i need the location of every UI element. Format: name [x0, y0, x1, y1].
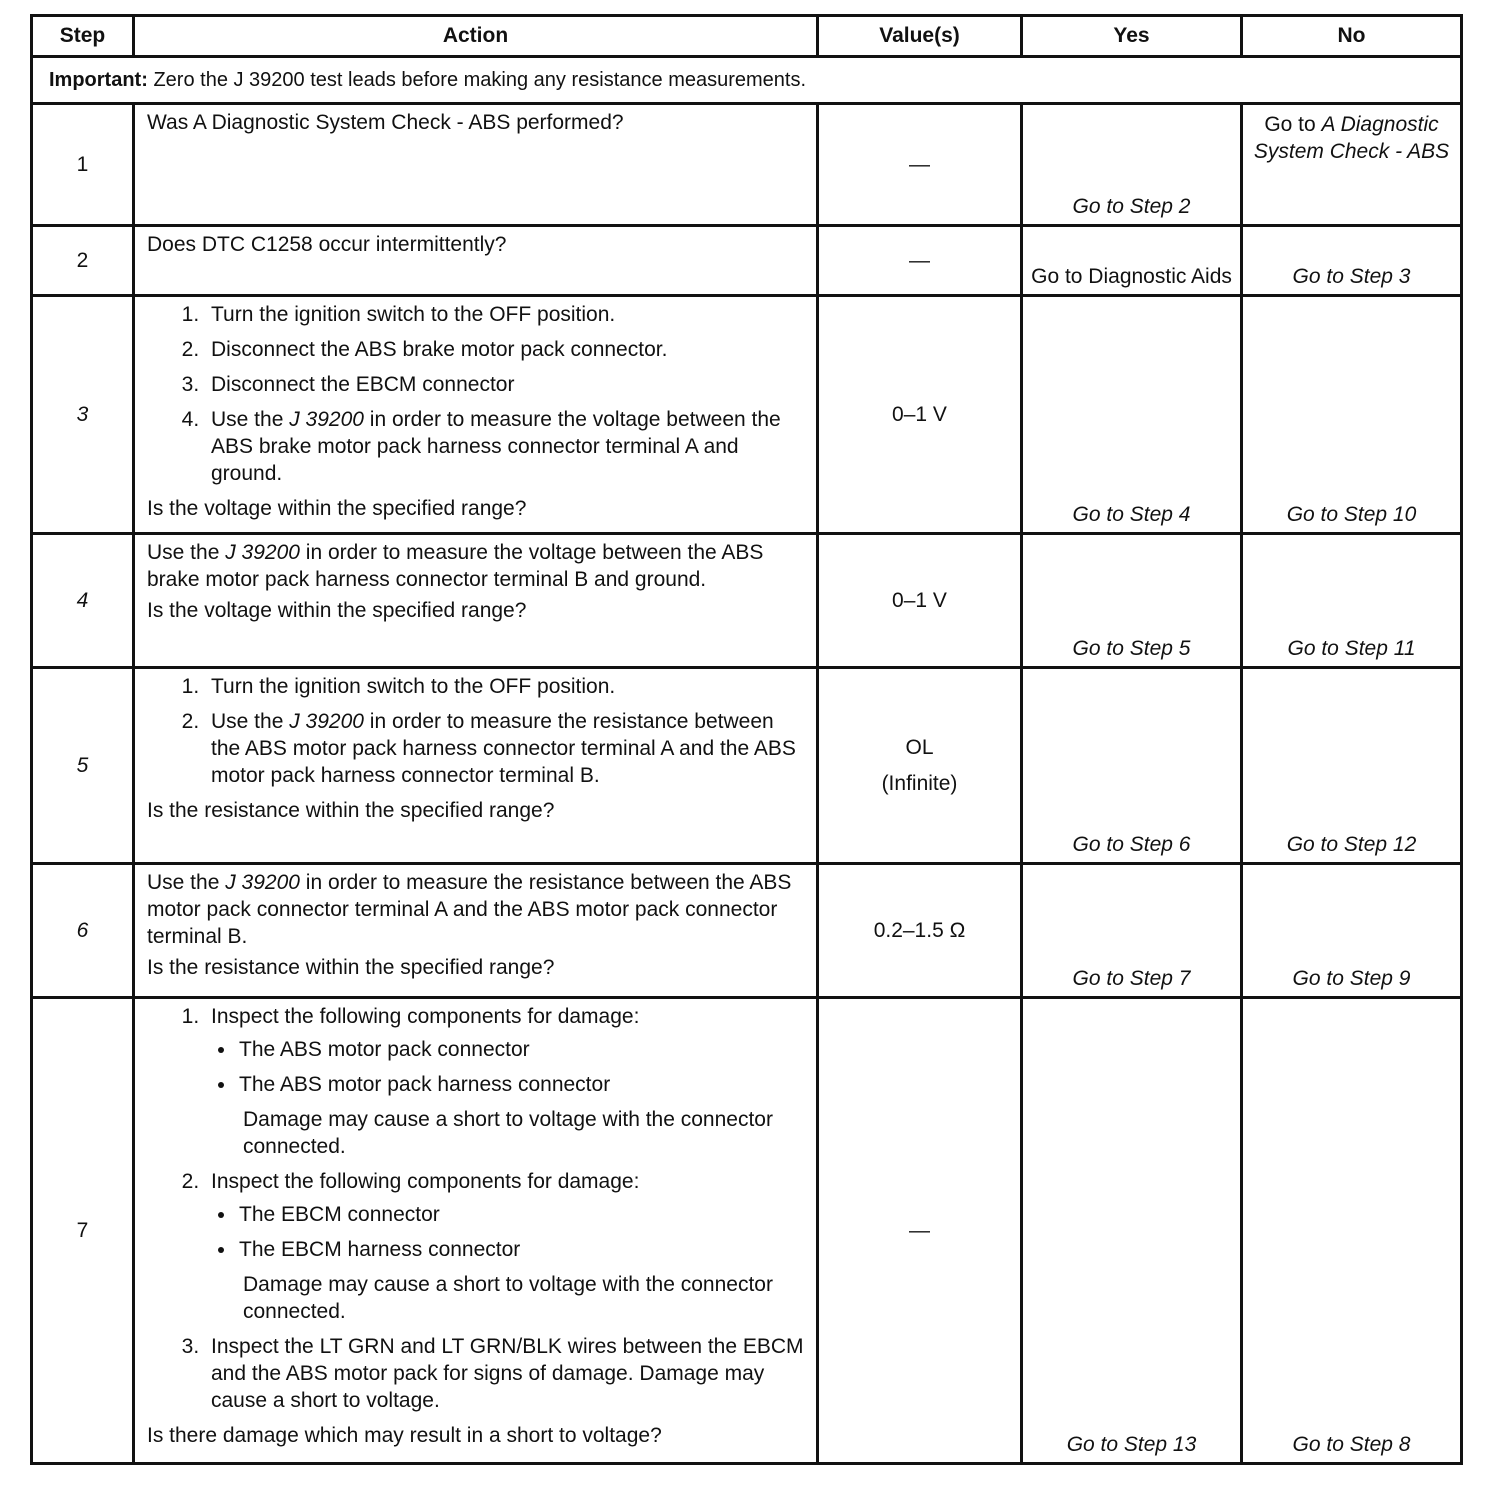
no-cell: [1242, 104, 1462, 226]
no-prefix: Go to: [1264, 113, 1322, 136]
value-cell: 0–1 V: [818, 296, 1022, 534]
value-line: OL: [905, 735, 934, 759]
text-fragment: in order to measure the resistance between the ABS motor pack connector terminal A and the ABS motor pack connector terminal B.: [147, 871, 792, 948]
action-cell: [134, 864, 818, 998]
bullet-item: • The EBCM harness connector: [237, 1236, 806, 1263]
bullet-list: [211, 1201, 806, 1263]
yes-cell: Go to Step 13: [1022, 998, 1242, 1464]
tool-name: J 39200: [225, 871, 300, 894]
yes-cell: Go to Step 5: [1022, 534, 1242, 668]
text-fragment: in order to measure the voltage between the ABS brake motor pack harness connector terminal A and ground.: [211, 408, 781, 485]
no-link-text: A Diagnostic System Check - ABS: [1253, 113, 1450, 163]
step-number: 2: [32, 226, 134, 296]
text-fragment: Use the: [211, 710, 290, 733]
action-step: [205, 406, 806, 487]
step-number: 5: [32, 668, 134, 864]
value-cell: —: [818, 226, 1022, 296]
yes-cell: Go to Step 4: [1022, 296, 1242, 534]
no-cell: Go to Step 8: [1242, 998, 1462, 1464]
header-step: Step: [32, 16, 134, 57]
action-question: Is the resistance within the specified range?: [147, 956, 555, 979]
action-step: 1. Turn the ignition switch to the OFF position.: [205, 673, 806, 700]
header-no: No: [1242, 16, 1462, 57]
action-steps-list: [147, 673, 806, 789]
value-cell: —: [818, 998, 1022, 1464]
action-step: 2. Disconnect the ABS brake motor pack connector.: [205, 336, 806, 363]
action-question: Is the voltage within the specified range?: [147, 599, 527, 622]
action-step: [205, 1003, 806, 1160]
yes-text: Go to Diagnostic Aids: [1031, 265, 1232, 288]
step-number: 1: [32, 104, 134, 226]
action-cell: [134, 998, 818, 1464]
diagnostic-table: [30, 14, 1463, 1465]
bullet-item: • The EBCM connector: [237, 1201, 806, 1228]
value-line: (Infinite): [881, 771, 958, 795]
step-number: 6: [32, 864, 134, 998]
action-question: Is the resistance within the specified range?: [147, 799, 555, 822]
action-steps-list: [147, 301, 806, 487]
action-step: 3. Inspect the LT GRN and LT GRN/BLK wires between the EBCM and the ABS motor pack for signs of damage. Damage may cause a short to voltage.: [205, 1333, 806, 1414]
table-row-step-4: [32, 534, 1462, 668]
value-cell: 0–1 V: [818, 534, 1022, 668]
header-values: Value(s): [818, 16, 1022, 57]
text-fragment: in order to measure the voltage between the ABS brake motor pack harness connector terminal B and ground.: [147, 541, 764, 591]
important-text: Zero the J 39200 test leads before making any resistance measurements.: [153, 68, 807, 91]
value-cell: [818, 668, 1022, 864]
bullet-item: • The ABS motor pack harness connector: [237, 1071, 806, 1098]
text-fragment: Use the: [147, 541, 226, 564]
text-fragment: Use the: [147, 871, 226, 894]
step-number: 4: [32, 534, 134, 668]
yes-cell: Go to Step 6: [1022, 668, 1242, 864]
important-row: [32, 57, 1462, 104]
action-cell: [134, 226, 818, 296]
tool-name: J 39200: [289, 710, 364, 733]
header-row: [32, 16, 1462, 57]
tool-name: J 39200: [289, 408, 364, 431]
header-action: Action: [134, 16, 818, 57]
table-row-step-2: [32, 226, 1462, 296]
action-question: Is the voltage within the specified range?: [147, 497, 527, 520]
action-step: [205, 708, 806, 789]
yes-cell: [1022, 226, 1242, 296]
action-cell: [134, 668, 818, 864]
action-question: Is there damage which may result in a short to voltage?: [147, 1424, 662, 1447]
action-step-text: Inspect the following components for damage:: [211, 1005, 640, 1028]
no-cell: Go to Step 9: [1242, 864, 1462, 998]
step-number: 3: [32, 296, 134, 534]
diagnostic-table-page: [30, 14, 1460, 1465]
action-cell: [134, 104, 818, 226]
important-note: [32, 57, 1462, 104]
action-steps-list: [147, 1003, 806, 1414]
action-text: [147, 869, 806, 950]
action-step: 3. Disconnect the EBCM connector: [205, 371, 806, 398]
text-fragment: in order to measure the resistance between the ABS motor pack harness connector terminal A and the ABS motor pack harness connector terminal B.: [211, 710, 796, 787]
value-cell: —: [818, 104, 1022, 226]
text-fragment: Use the: [211, 408, 290, 431]
action-text: [147, 539, 806, 593]
yes-cell: Go to Step 7: [1022, 864, 1242, 998]
value-cell: 0.2–1.5 Ω: [818, 864, 1022, 998]
table-row-step-3: [32, 296, 1462, 534]
table-row-step-1: [32, 104, 1462, 226]
action-cell: [134, 296, 818, 534]
action-step: [205, 1168, 806, 1325]
header-yes: Yes: [1022, 16, 1242, 57]
action-question: Does DTC C1258 occur intermittently?: [147, 233, 507, 256]
action-step: 1. Turn the ignition switch to the OFF position.: [205, 301, 806, 328]
no-cell: Go to Step 11: [1242, 534, 1462, 668]
yes-cell: Go to Step 2: [1022, 104, 1242, 226]
table-row-step-5: [32, 668, 1462, 864]
bullet-list: [211, 1036, 806, 1098]
no-cell: Go to Step 3: [1242, 226, 1462, 296]
bullet-item: • The ABS motor pack connector: [237, 1036, 806, 1063]
no-cell: Go to Step 12: [1242, 668, 1462, 864]
step-number: 7: [32, 998, 134, 1464]
table-row-step-6: [32, 864, 1462, 998]
damage-note: Damage may cause a short to voltage with the connector connected.: [243, 1273, 773, 1323]
no-cell: Go to Step 10: [1242, 296, 1462, 534]
action-question: Was A Diagnostic System Check - ABS performed?: [147, 111, 624, 134]
action-cell: [134, 534, 818, 668]
tool-name: J 39200: [225, 541, 300, 564]
action-step-text: Inspect the following components for damage:: [211, 1170, 640, 1193]
damage-note: Damage may cause a short to voltage with the connector connected.: [243, 1108, 773, 1158]
important-label: Important:: [49, 68, 148, 91]
table-row-step-7: [32, 998, 1462, 1464]
